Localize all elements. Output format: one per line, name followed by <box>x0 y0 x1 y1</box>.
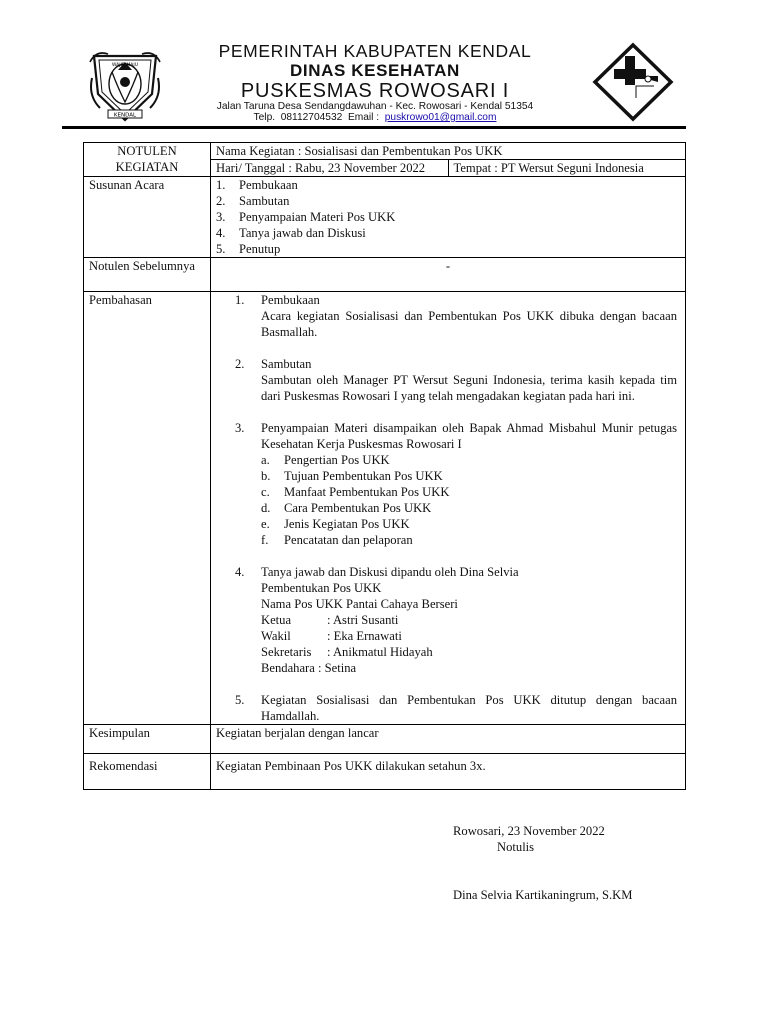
list-item: f. Pencatatan dan pelaporan <box>261 533 413 547</box>
signature-place-date: Rowosari, 23 November 2022 <box>453 824 605 838</box>
contact-phone-text: Telp. 08112704532 Email : <box>253 112 385 123</box>
table-row-pembahasan <box>84 292 686 725</box>
letterhead-line-department: DINAS KESEHATAN <box>290 61 460 80</box>
pembahasan-content <box>211 292 686 725</box>
list-item: e. Jenis Kegiatan Pos UKK <box>261 517 410 531</box>
pembahasan-item-2: 2. Sambutan Sambutan oleh Manager PT Wersut Seguni Indonesia, terima kasih kepada tim dari Puskesmas Rowosari I yang telah mengadakan kegiatan pada hari ini. <box>235 357 677 403</box>
list-item: Sekretaris : Anikmatul Hidayah <box>261 645 433 659</box>
notulen-sebelumnya-value: - <box>211 258 686 292</box>
tempat-cell: Tempat : PT Wersut Seguni Indonesia <box>448 160 686 177</box>
pembahasan-item-4: 4. Tanya jawab dan Diskusi dipandu oleh Dina Selvia Pembentukan Pos UKK Nama Pos UKK Pantai Cahaya Berseri Ketua : Astri Susanti Wakil : Eka Ernawati Sekretaris : Anikmatul Hidayah Bendahara : Setina <box>216 564 677 676</box>
letterhead-line-puskesmas: PUSKESMAS ROWOSARI I <box>240 80 510 102</box>
letterhead-contact <box>170 112 580 123</box>
list-item: Wakil : Eka Ernawati <box>261 629 402 643</box>
list-item: Bendahara : Setina <box>261 661 357 675</box>
list-item: c. Manfaat Pembentukan Pos UKK <box>261 485 450 499</box>
signature-role: Notulis <box>497 840 535 854</box>
table-row-rekomendasi <box>84 754 686 790</box>
nama-kegiatan-cell: Nama Kegiatan : Sosialisasi dan Pembentukan Pos UKK <box>211 143 686 160</box>
table-row-notulen-sebelumnya <box>84 258 686 292</box>
pembahasan-label: Pembahasan <box>84 292 211 725</box>
svg-text:KENDAL: KENDAL <box>113 112 137 119</box>
list-item: Ketua : Astri Susanti <box>261 613 399 627</box>
letterhead-address: Jalan Taruna Desa Sendangdawuhan - Kec. Rowosari - Kendal 51354 <box>216 101 534 112</box>
kesimpulan-value: Kegiatan berjalan dengan lancar <box>211 725 686 754</box>
list-item: 2. Sambutan <box>216 194 290 208</box>
table-row-kesimpulan <box>84 725 686 754</box>
kendal-seal-logo <box>88 48 162 124</box>
kesimpulan-label: Kesimpulan <box>84 725 211 754</box>
letterhead-divider <box>62 126 686 129</box>
rekomendasi-value: Kegiatan Pembinaan Pos UKK dilakukan setahun 3x. <box>211 754 686 790</box>
list-item: 4. Tanya jawab dan Diskusi <box>216 226 366 240</box>
email-link[interactable]: puskrowo01@gmail.com <box>384 112 497 123</box>
signature-name: Dina Selvia Kartikaningrum, S.KM <box>453 888 633 902</box>
list-item: d. Cara Pembentukan Pos UKK <box>261 501 432 515</box>
notulen-kegiatan-label: NOTULEN KEGIATAN <box>84 143 211 177</box>
pembahasan-item-5: 5. Kegiatan Sosialisasi dan Pembentukan Pos UKK ditutup dengan bacaan Hamdallah. <box>235 693 677 723</box>
notulen-sebelumnya-label: Notulen Sebelumnya <box>84 258 211 292</box>
pembahasan-item-1: 1. Pembukaan Acara kegiatan Sosialisasi dan Pembentukan Pos UKK dibuka dengan bacaan Basmallah. <box>235 293 677 339</box>
pembahasan-item-3: 3. Penyampaian Materi disampaikan oleh Bapak Ahmad Misbahul Munir petugas Kesehatan Kerja Puskesmas Rowosari I a. Pengertian Pos UKK b. Tujuan Pembentukan Pos UKK c. Manfaat Pembentukan Pos UKK d. Cara Pembentukan Pos UKK e. Jenis Kegiatan Pos UKK f. Pencatatan dan pelaporan <box>235 421 677 547</box>
susunan-acara-list <box>211 177 686 258</box>
notulen-table <box>83 142 686 790</box>
table-row-susunan <box>84 177 686 258</box>
list-item: 1. Pembukaan <box>216 178 298 192</box>
list-item: b. Tujuan Pembentukan Pos UKK <box>261 469 443 483</box>
svg-text:WAJIB MAJU: WAJIB MAJU <box>111 63 139 68</box>
list-item: 5. Penutup <box>216 242 281 256</box>
susunan-acara-label: Susunan Acara <box>84 177 211 258</box>
letterhead-line-government: PEMERINTAH KABUPATEN KENDAL <box>218 41 532 61</box>
table-row-title <box>84 143 686 160</box>
rekomendasi-label: Rekomendasi <box>84 754 211 790</box>
list-item: 3. Penyampaian Materi Pos UKK <box>216 210 396 224</box>
hari-tanggal-cell: Hari/ Tanggal : Rabu, 23 November 2022 <box>211 160 449 177</box>
puskesmas-logo <box>592 42 674 122</box>
list-item: a. Pengertian Pos UKK <box>261 453 390 467</box>
